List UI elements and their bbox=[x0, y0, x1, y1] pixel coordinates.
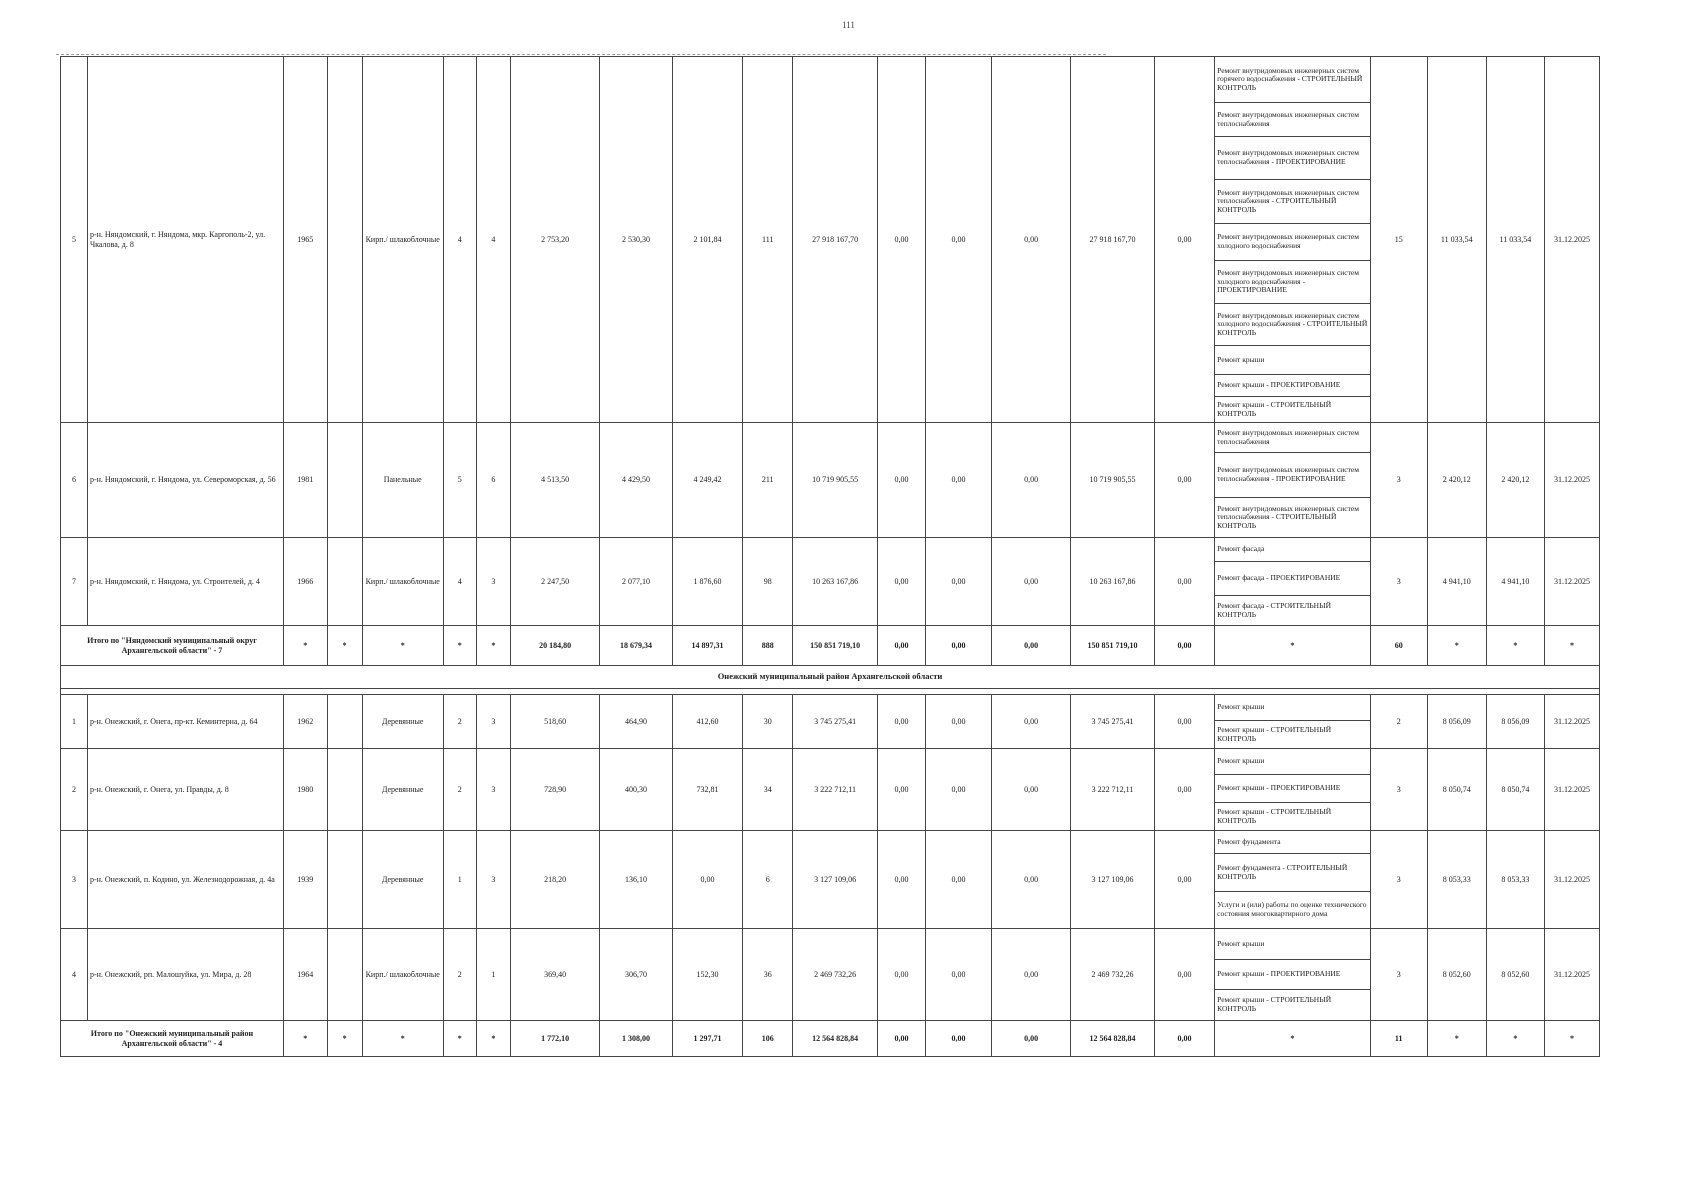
max-cost-cell: 4 941,10 bbox=[1486, 538, 1544, 626]
unit-cost-cell: 8 050,74 bbox=[1427, 749, 1486, 831]
cost-federal-cell: 0,00 bbox=[878, 929, 926, 1021]
floors-cell: 1 bbox=[443, 831, 476, 929]
unit-cost-cell: 8 053,33 bbox=[1427, 831, 1486, 929]
placeholder-star: * bbox=[1427, 1021, 1486, 1057]
subtotal-area-premises: 18 679,34 bbox=[600, 626, 673, 666]
work-type-cell: Ремонт фасада bbox=[1215, 538, 1371, 562]
unit-cost-cell: 11 033,54 bbox=[1427, 57, 1486, 423]
cost-federal-cell: 0,00 bbox=[878, 538, 926, 626]
cost-owners-cell: 3 222 712,11 bbox=[1070, 749, 1154, 831]
area-premises-cell: 2 530,30 bbox=[600, 57, 673, 423]
row-number: 2 bbox=[61, 749, 88, 831]
area-residential-cell: 152,30 bbox=[672, 929, 743, 1021]
cost-regional-cell: 0,00 bbox=[925, 929, 991, 1021]
area-residential-cell: 412,60 bbox=[672, 695, 743, 749]
subtotal-row bbox=[61, 626, 1600, 666]
cost-local-cell: 0,00 bbox=[992, 695, 1071, 749]
cost-owners-cell: 3 745 275,41 bbox=[1070, 695, 1154, 749]
work-type-cell: Ремонт крыши - ПРОЕКТИРОВАНИЕ bbox=[1215, 375, 1371, 397]
area-residential-cell: 732,81 bbox=[672, 749, 743, 831]
residents-cell: 98 bbox=[743, 538, 793, 626]
year-cell: 1965 bbox=[283, 57, 327, 423]
year-renovation-cell bbox=[327, 57, 362, 423]
placeholder-star: * bbox=[283, 626, 327, 666]
row-number: 4 bbox=[61, 929, 88, 1021]
placeholder-star: * bbox=[327, 626, 362, 666]
entrances-cell: 3 bbox=[476, 831, 510, 929]
year-renovation-cell bbox=[327, 749, 362, 831]
cost-regional-cell: 0,00 bbox=[925, 538, 991, 626]
wall-material-cell: Деревянные bbox=[362, 749, 443, 831]
table-row bbox=[61, 57, 1600, 103]
address-cell: р-н. Онежский, п. Кодино, ул. Железнодорожная, д. 4а bbox=[87, 831, 283, 929]
placeholder-star: * bbox=[362, 1021, 443, 1057]
subtotal-cost-owners: 12 564 828,84 bbox=[1070, 1021, 1154, 1057]
area-residential-cell: 4 249,42 bbox=[672, 423, 743, 538]
cost-federal-cell: 0,00 bbox=[878, 749, 926, 831]
area-total-cell: 728,90 bbox=[511, 749, 600, 831]
deadline-cell: 31.12.2025 bbox=[1544, 57, 1599, 423]
wall-material-cell: Панельные bbox=[362, 423, 443, 538]
area-total-cell: 218,20 bbox=[511, 831, 600, 929]
area-total-cell: 2 247,50 bbox=[511, 538, 600, 626]
cost-owners-cell: 2 469 732,26 bbox=[1070, 929, 1154, 1021]
area-premises-cell: 2 077,10 bbox=[600, 538, 673, 626]
address-cell: р-н. Онежский, г. Онега, пр-кт. Кеминтерна, д. 64 bbox=[87, 695, 283, 749]
work-count-cell: 3 bbox=[1370, 423, 1427, 538]
wall-material-cell: Кирп./ шлакоблочные bbox=[362, 929, 443, 1021]
placeholder-star: * bbox=[443, 626, 476, 666]
subtotal-cost-other: 0,00 bbox=[1154, 626, 1214, 666]
work-type-cell: Ремонт крыши bbox=[1215, 346, 1371, 375]
cost-local-cell: 0,00 bbox=[992, 423, 1071, 538]
area-premises-cell: 4 429,50 bbox=[600, 423, 673, 538]
residents-cell: 36 bbox=[743, 929, 793, 1021]
residents-cell: 6 bbox=[743, 831, 793, 929]
residents-cell: 211 bbox=[743, 423, 793, 538]
row-number: 5 bbox=[61, 57, 88, 423]
work-type-cell: Ремонт внутридомовых инженерных систем теплоснабжения - ПРОЕКТИРОВАНИЕ bbox=[1215, 453, 1371, 498]
subtotal-cost-federal: 0,00 bbox=[878, 626, 926, 666]
work-type-cell: Ремонт внутридомовых инженерных систем теплоснабжения - СТРОИТЕЛЬНЫЙ КОНТРОЛЬ bbox=[1215, 180, 1371, 224]
area-premises-cell: 400,30 bbox=[600, 749, 673, 831]
subtotal-residents: 888 bbox=[743, 626, 793, 666]
subtotal-cost-owners: 150 851 719,10 bbox=[1070, 626, 1154, 666]
cost-federal-cell: 0,00 bbox=[878, 57, 926, 423]
row-number: 3 bbox=[61, 831, 88, 929]
residents-cell: 111 bbox=[743, 57, 793, 423]
cost-federal-cell: 0,00 bbox=[878, 423, 926, 538]
area-total-cell: 518,60 bbox=[511, 695, 600, 749]
work-count-cell: 15 bbox=[1370, 57, 1427, 423]
deadline-cell: 31.12.2025 bbox=[1544, 695, 1599, 749]
subtotal-cost-local: 0,00 bbox=[992, 1021, 1071, 1057]
cost-regional-cell: 0,00 bbox=[925, 831, 991, 929]
placeholder-star: * bbox=[283, 1021, 327, 1057]
cost-local-cell: 0,00 bbox=[992, 831, 1071, 929]
deadline-cell: 31.12.2025 bbox=[1544, 749, 1599, 831]
address-cell: р-н. Онежский, рп. Малошуйка, ул. Мира, д. 28 bbox=[87, 929, 283, 1021]
cost-owners-cell: 10 719 905,55 bbox=[1070, 423, 1154, 538]
wall-material-cell: Деревянные bbox=[362, 831, 443, 929]
table-row bbox=[61, 695, 1600, 721]
deadline-cell: 31.12.2025 bbox=[1544, 831, 1599, 929]
year-renovation-cell bbox=[327, 831, 362, 929]
area-residential-cell: 0,00 bbox=[672, 831, 743, 929]
cost-local-cell: 0,00 bbox=[992, 57, 1071, 423]
floors-cell: 5 bbox=[443, 423, 476, 538]
table-row bbox=[61, 929, 1600, 960]
row-number: 1 bbox=[61, 695, 88, 749]
floors-cell: 4 bbox=[443, 538, 476, 626]
year-cell: 1981 bbox=[283, 423, 327, 538]
subtotal-label: Итого по "Онежский муниципальный район Архангельской области" - 4 bbox=[61, 1021, 284, 1057]
max-cost-cell: 8 056,09 bbox=[1486, 695, 1544, 749]
work-type-cell: Ремонт крыши - ПРОЕКТИРОВАНИЕ bbox=[1215, 960, 1371, 990]
municipality-group-header: Онежский муниципальный район Архангельской области bbox=[61, 666, 1600, 689]
work-count-cell: 3 bbox=[1370, 749, 1427, 831]
municipality-group-row bbox=[61, 666, 1600, 689]
subtotal-cost-total: 12 564 828,84 bbox=[793, 1021, 878, 1057]
max-cost-cell: 8 050,74 bbox=[1486, 749, 1544, 831]
cost-owners-cell: 10 263 167,86 bbox=[1070, 538, 1154, 626]
work-type-cell: Ремонт крыши - СТРОИТЕЛЬНЫЙ КОНТРОЛЬ bbox=[1215, 397, 1371, 423]
work-count-cell: 3 bbox=[1370, 831, 1427, 929]
cost-total-cell: 10 719 905,55 bbox=[793, 423, 878, 538]
entrances-cell: 3 bbox=[476, 749, 510, 831]
work-type-cell: Ремонт крыши - СТРОИТЕЛЬНЫЙ КОНТРОЛЬ bbox=[1215, 803, 1371, 831]
residents-cell: 30 bbox=[743, 695, 793, 749]
cost-other-cell: 0,00 bbox=[1154, 423, 1214, 538]
placeholder-star: * bbox=[476, 1021, 510, 1057]
capital-repair-register-table bbox=[60, 56, 1600, 1057]
work-type-cell: Ремонт крыши - ПРОЕКТИРОВАНИЕ bbox=[1215, 775, 1371, 803]
cost-other-cell: 0,00 bbox=[1154, 538, 1214, 626]
area-residential-cell: 2 101,84 bbox=[672, 57, 743, 423]
subtotal-area-residential: 1 297,71 bbox=[672, 1021, 743, 1057]
unit-cost-cell: 8 056,09 bbox=[1427, 695, 1486, 749]
work-type-cell: Услуги и (или) работы по оценке технического состояния многоквартирного дома bbox=[1215, 892, 1371, 929]
work-count-cell: 3 bbox=[1370, 538, 1427, 626]
cost-local-cell: 0,00 bbox=[992, 929, 1071, 1021]
floors-cell: 4 bbox=[443, 57, 476, 423]
cost-other-cell: 0,00 bbox=[1154, 695, 1214, 749]
cost-regional-cell: 0,00 bbox=[925, 57, 991, 423]
year-renovation-cell bbox=[327, 695, 362, 749]
placeholder-star: * bbox=[362, 626, 443, 666]
work-type-cell: Ремонт крыши bbox=[1215, 695, 1371, 721]
cost-total-cell: 10 263 167,86 bbox=[793, 538, 878, 626]
subtotal-cost-total: 150 851 719,10 bbox=[793, 626, 878, 666]
cost-other-cell: 0,00 bbox=[1154, 749, 1214, 831]
cost-owners-cell: 27 918 167,70 bbox=[1070, 57, 1154, 423]
year-renovation-cell bbox=[327, 538, 362, 626]
unit-cost-cell: 4 941,10 bbox=[1427, 538, 1486, 626]
max-cost-cell: 8 052,60 bbox=[1486, 929, 1544, 1021]
placeholder-star: * bbox=[327, 1021, 362, 1057]
year-cell: 1939 bbox=[283, 831, 327, 929]
work-type-cell: Ремонт фундамента bbox=[1215, 831, 1371, 854]
wall-material-cell: Кирп./ шлакоблочные bbox=[362, 538, 443, 626]
work-type-cell: Ремонт внутридомовых инженерных систем теплоснабжения bbox=[1215, 103, 1371, 137]
work-type-cell: Ремонт внутридомовых инженерных систем теплоснабжения - СТРОИТЕЛЬНЫЙ КОНТРОЛЬ bbox=[1215, 498, 1371, 538]
cost-local-cell: 0,00 bbox=[992, 538, 1071, 626]
work-type-cell: Ремонт крыши - СТРОИТЕЛЬНЫЙ КОНТРОЛЬ bbox=[1215, 721, 1371, 749]
wall-material-cell: Кирп./ шлакоблочные bbox=[362, 57, 443, 423]
unit-cost-cell: 2 420,12 bbox=[1427, 423, 1486, 538]
max-cost-cell: 8 053,33 bbox=[1486, 831, 1544, 929]
subtotal-cost-regional: 0,00 bbox=[925, 1021, 991, 1057]
cost-federal-cell: 0,00 bbox=[878, 695, 926, 749]
scan-artifact-line bbox=[56, 54, 1106, 55]
area-premises-cell: 464,90 bbox=[600, 695, 673, 749]
work-type-cell: Ремонт фундамента - СТРОИТЕЛЬНЫЙ КОНТРОЛЬ bbox=[1215, 854, 1371, 892]
work-type-cell: Ремонт крыши bbox=[1215, 929, 1371, 960]
subtotal-cost-federal: 0,00 bbox=[878, 1021, 926, 1057]
cost-total-cell: 3 222 712,11 bbox=[793, 749, 878, 831]
placeholder-star: * bbox=[1215, 626, 1371, 666]
deadline-cell: 31.12.2025 bbox=[1544, 538, 1599, 626]
placeholder-star: * bbox=[476, 626, 510, 666]
floors-cell: 2 bbox=[443, 929, 476, 1021]
subtotal-area-total: 20 184,80 bbox=[511, 626, 600, 666]
year-cell: 1964 bbox=[283, 929, 327, 1021]
area-total-cell: 2 753,20 bbox=[511, 57, 600, 423]
address-cell: р-н. Онежский, г. Онега, ул. Правды, д. 8 bbox=[87, 749, 283, 831]
year-cell: 1966 bbox=[283, 538, 327, 626]
cost-total-cell: 27 918 167,70 bbox=[793, 57, 878, 423]
work-type-cell: Ремонт фасада - ПРОЕКТИРОВАНИЕ bbox=[1215, 562, 1371, 596]
placeholder-star: * bbox=[1544, 1021, 1599, 1057]
cost-regional-cell: 0,00 bbox=[925, 749, 991, 831]
subtotal-residents: 106 bbox=[743, 1021, 793, 1057]
area-total-cell: 4 513,50 bbox=[511, 423, 600, 538]
address-cell: р-н. Няндомский, г. Няндома, ул. Североморская, д. 56 bbox=[87, 423, 283, 538]
entrances-cell: 3 bbox=[476, 695, 510, 749]
wall-material-cell: Деревянные bbox=[362, 695, 443, 749]
entrances-cell: 6 bbox=[476, 423, 510, 538]
placeholder-star: * bbox=[443, 1021, 476, 1057]
area-total-cell: 369,40 bbox=[511, 929, 600, 1021]
cost-federal-cell: 0,00 bbox=[878, 831, 926, 929]
work-type-cell: Ремонт крыши - СТРОИТЕЛЬНЫЙ КОНТРОЛЬ bbox=[1215, 990, 1371, 1021]
cost-owners-cell: 3 127 109,06 bbox=[1070, 831, 1154, 929]
cost-other-cell: 0,00 bbox=[1154, 57, 1214, 423]
work-type-cell: Ремонт внутридомовых инженерных систем холодного водоснабжения bbox=[1215, 224, 1371, 261]
row-number: 7 bbox=[61, 538, 88, 626]
residents-cell: 34 bbox=[743, 749, 793, 831]
area-premises-cell: 306,70 bbox=[600, 929, 673, 1021]
placeholder-star: * bbox=[1486, 626, 1544, 666]
entrances-cell: 3 bbox=[476, 538, 510, 626]
cost-total-cell: 3 745 275,41 bbox=[793, 695, 878, 749]
subtotal-work-count: 11 bbox=[1370, 1021, 1427, 1057]
floors-cell: 2 bbox=[443, 695, 476, 749]
subtotal-area-total: 1 772,10 bbox=[511, 1021, 600, 1057]
work-type-cell: Ремонт внутридомовых инженерных систем теплоснабжения - ПРОЕКТИРОВАНИЕ bbox=[1215, 137, 1371, 180]
year-renovation-cell bbox=[327, 929, 362, 1021]
subtotal-cost-regional: 0,00 bbox=[925, 626, 991, 666]
entrances-cell: 1 bbox=[476, 929, 510, 1021]
placeholder-star: * bbox=[1215, 1021, 1371, 1057]
cost-local-cell: 0,00 bbox=[992, 749, 1071, 831]
table-row bbox=[61, 538, 1600, 562]
placeholder-star: * bbox=[1486, 1021, 1544, 1057]
address-cell: р-н. Няндомский, г. Няндома, ул. Строителей, д. 4 bbox=[87, 538, 283, 626]
work-type-cell: Ремонт внутридомовых инженерных систем холодного водоснабжения - СТРОИТЕЛЬНЫЙ КОНТРОЛЬ bbox=[1215, 304, 1371, 346]
row-number: 6 bbox=[61, 423, 88, 538]
cost-regional-cell: 0,00 bbox=[925, 695, 991, 749]
subtotal-cost-local: 0,00 bbox=[992, 626, 1071, 666]
floors-cell: 2 bbox=[443, 749, 476, 831]
placeholder-star: * bbox=[1544, 626, 1599, 666]
work-type-cell: Ремонт крыши bbox=[1215, 749, 1371, 775]
cost-regional-cell: 0,00 bbox=[925, 423, 991, 538]
max-cost-cell: 2 420,12 bbox=[1486, 423, 1544, 538]
year-cell: 1980 bbox=[283, 749, 327, 831]
work-type-cell: Ремонт фасада - СТРОИТЕЛЬНЫЙ КОНТРОЛЬ bbox=[1215, 596, 1371, 626]
subtotal-label: Итого по "Няндомский муниципальный округ Архангельской области" - 7 bbox=[61, 626, 284, 666]
cost-total-cell: 2 469 732,26 bbox=[793, 929, 878, 1021]
deadline-cell: 31.12.2025 bbox=[1544, 929, 1599, 1021]
address-cell: р-н. Няндомский, г. Няндома, мкр. Каргополь-2, ул. Чкалова, д. 8 bbox=[87, 57, 283, 423]
entrances-cell: 4 bbox=[476, 57, 510, 423]
subtotal-row bbox=[61, 1021, 1600, 1057]
year-renovation-cell bbox=[327, 423, 362, 538]
work-count-cell: 2 bbox=[1370, 695, 1427, 749]
table-row bbox=[61, 749, 1600, 775]
work-type-cell: Ремонт внутридомовых инженерных систем горячего водоснабжения - СТРОИТЕЛЬНЫЙ КОНТРОЛЬ bbox=[1215, 57, 1371, 103]
max-cost-cell: 11 033,54 bbox=[1486, 57, 1544, 423]
subtotal-area-residential: 14 897,31 bbox=[672, 626, 743, 666]
table-row bbox=[61, 831, 1600, 854]
table-row bbox=[61, 423, 1600, 453]
unit-cost-cell: 8 052,60 bbox=[1427, 929, 1486, 1021]
deadline-cell: 31.12.2025 bbox=[1544, 423, 1599, 538]
cost-other-cell: 0,00 bbox=[1154, 929, 1214, 1021]
area-premises-cell: 136,10 bbox=[600, 831, 673, 929]
work-count-cell: 3 bbox=[1370, 929, 1427, 1021]
placeholder-star: * bbox=[1427, 626, 1486, 666]
area-residential-cell: 1 876,60 bbox=[672, 538, 743, 626]
subtotal-area-premises: 1 308,00 bbox=[600, 1021, 673, 1057]
cost-total-cell: 3 127 109,06 bbox=[793, 831, 878, 929]
cost-other-cell: 0,00 bbox=[1154, 831, 1214, 929]
work-type-cell: Ремонт внутридомовых инженерных систем теплоснабжения bbox=[1215, 423, 1371, 453]
subtotal-work-count: 60 bbox=[1370, 626, 1427, 666]
year-cell: 1962 bbox=[283, 695, 327, 749]
page-number: 111 bbox=[842, 20, 855, 30]
subtotal-cost-other: 0,00 bbox=[1154, 1021, 1214, 1057]
work-type-cell: Ремонт внутридомовых инженерных систем холодного водоснабжения - ПРОЕКТИРОВАНИЕ bbox=[1215, 261, 1371, 304]
